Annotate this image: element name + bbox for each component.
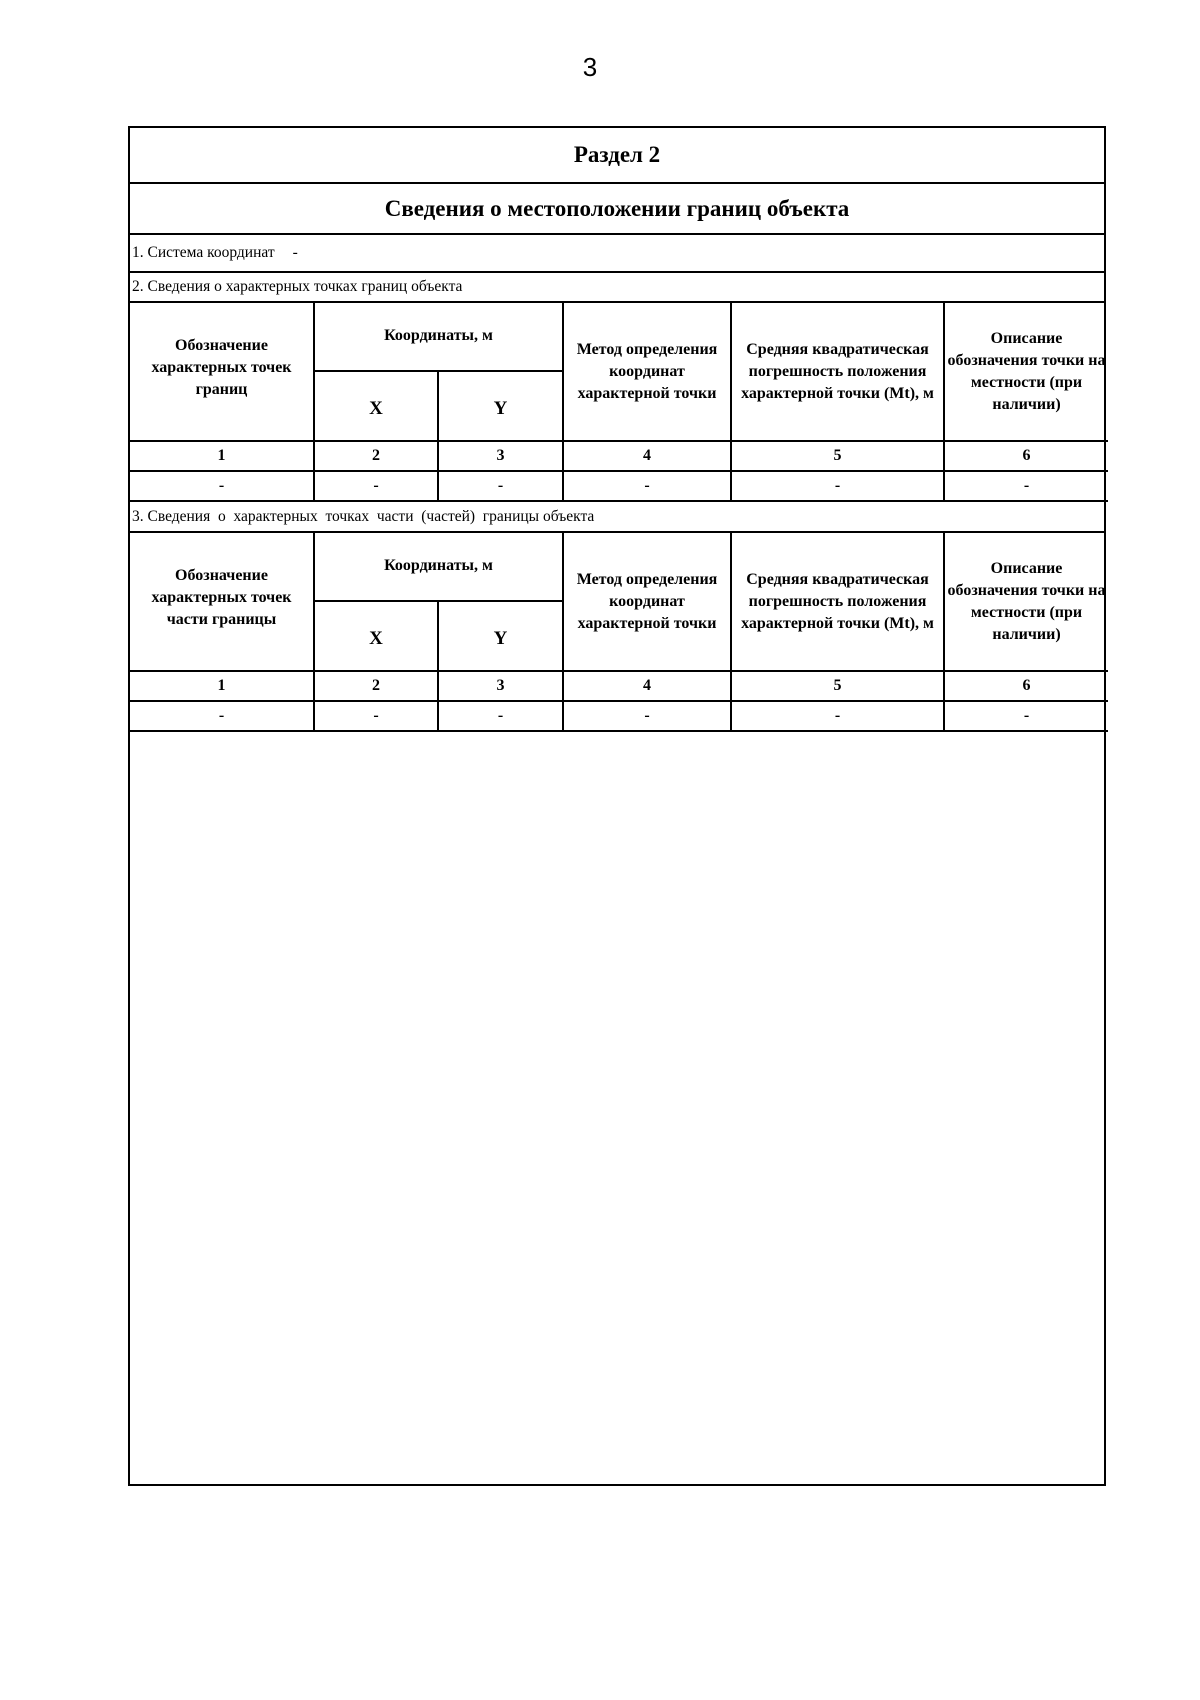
table-cell: - <box>130 701 314 731</box>
header-coordinates: Координаты, м <box>314 533 563 601</box>
column-number: 2 <box>314 671 438 701</box>
table-row <box>130 701 1108 731</box>
table-cell: - <box>563 701 731 731</box>
header-description: Описание обозначения точки на местности (при наличии) <box>944 303 1108 441</box>
column-number: 3 <box>438 671 563 701</box>
table-cell: - <box>944 701 1108 731</box>
table-cell: - <box>731 701 944 731</box>
section-subtitle: Сведения о местоположении границ объекта <box>130 184 1104 235</box>
table2-caption-text: 3. Сведения о характерных точках части (частей) границы объекта <box>132 508 595 525</box>
header-method: Метод определения координат характерной точки <box>563 533 731 671</box>
table-cell: - <box>731 471 944 501</box>
table-cell: - <box>438 471 563 501</box>
header-y: Y <box>438 371 563 441</box>
boundary-points-table <box>130 303 1108 502</box>
table-cell: - <box>130 471 314 501</box>
table-cell: - <box>314 471 438 501</box>
column-number: 6 <box>944 671 1108 701</box>
column-number: 6 <box>944 441 1108 471</box>
column-number: 1 <box>130 671 314 701</box>
table-row <box>130 471 1108 501</box>
table2-caption <box>130 503 1104 533</box>
header-x: X <box>314 371 438 441</box>
table-cell: - <box>944 471 1108 501</box>
boundary-part-points-table <box>130 533 1108 732</box>
column-number: 2 <box>314 441 438 471</box>
table1-caption <box>130 273 1104 303</box>
section-title: Раздел 2 <box>130 128 1104 184</box>
header-point-designation: Обозначение характерных точек границ <box>130 303 314 441</box>
header-point-designation: Обозначение характерных точек части границы <box>130 533 314 671</box>
column-numbers-row <box>130 671 1108 701</box>
table-cell: - <box>438 701 563 731</box>
column-numbers-row <box>130 441 1108 471</box>
header-y: Y <box>438 601 563 671</box>
coordinate-system-value: - <box>292 244 298 261</box>
column-number: 4 <box>563 441 731 471</box>
column-number: 3 <box>438 441 563 471</box>
header-error: Средняя квадратическая погрешность положения характерной точки (Mt), м <box>731 303 944 441</box>
section-frame <box>128 126 1106 1486</box>
column-number: 4 <box>563 671 731 701</box>
table-cell: - <box>563 471 731 501</box>
column-number: 5 <box>731 671 944 701</box>
coordinate-system-row <box>130 235 1104 273</box>
header-description: Описание обозначения точки на местности (при наличии) <box>944 533 1108 671</box>
page-number: 3 <box>582 52 598 82</box>
column-number: 5 <box>731 441 944 471</box>
header-coordinates: Координаты, м <box>314 303 563 371</box>
header-error: Средняя квадратическая погрешность положения характерной точки (Mt), м <box>731 533 944 671</box>
table-cell: - <box>314 701 438 731</box>
header-x: X <box>314 601 438 671</box>
column-number: 1 <box>130 441 314 471</box>
header-method: Метод определения координат характерной точки <box>563 303 731 441</box>
coordinate-system-label: 1. Система координат <box>132 244 275 261</box>
table1-caption-text: 2. Сведения о характерных точках границ объекта <box>132 278 463 295</box>
